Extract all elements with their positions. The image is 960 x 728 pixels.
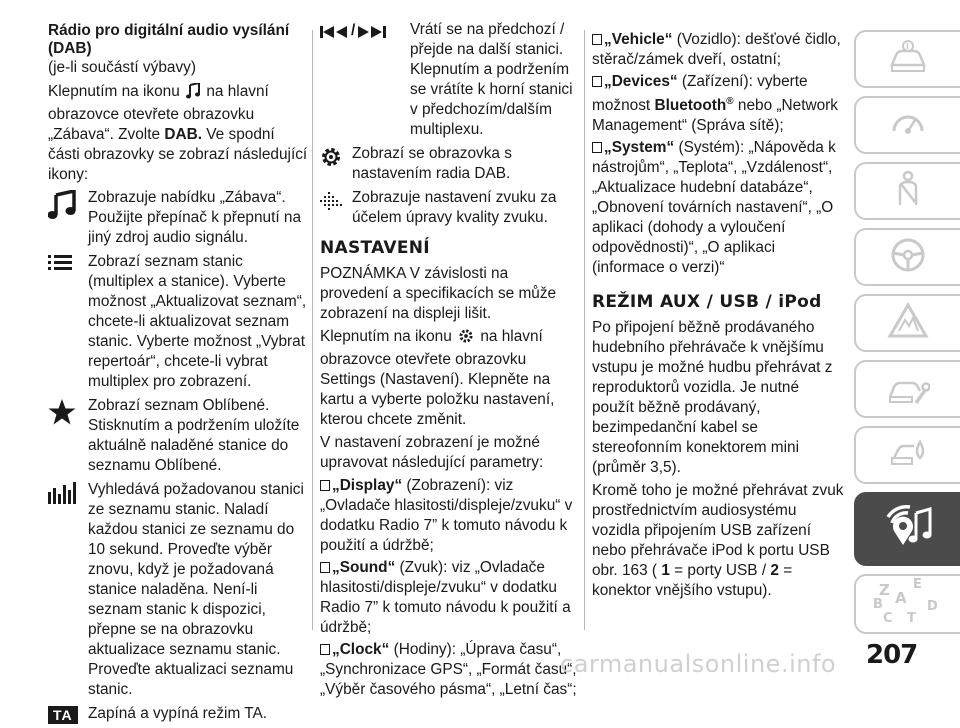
chapter-tab-multimedia[interactable] bbox=[854, 492, 960, 566]
item-text: Zobrazuje nastavení zvuku za účelem úpravy kvality zvuku. bbox=[352, 189, 557, 226]
chapter-tab-maintenance[interactable] bbox=[854, 360, 960, 418]
item-text: Zobrazí seznam Oblíbené. Stisknutím a podržením uložíte aktuálně naladěné stanice do seznamu Oblíbené. bbox=[88, 397, 300, 474]
index-letter: E bbox=[913, 577, 922, 592]
entry-label: „Clock“ bbox=[332, 641, 390, 658]
bullet-box-icon bbox=[320, 562, 330, 573]
svg-text:i: i bbox=[906, 41, 909, 51]
p2-text-c: = konektor vnějšího vstupu). bbox=[592, 562, 793, 600]
settings-paragraph bbox=[320, 327, 578, 430]
gear-icon bbox=[458, 328, 474, 350]
column-aux-usb bbox=[592, 30, 844, 604]
parameters-paragraph: V nastavení zobrazení je možné upravovat následující parametry: bbox=[320, 434, 544, 471]
dab-icon-item bbox=[320, 12, 578, 140]
music-note-icon bbox=[186, 83, 200, 105]
item-text: Zobrazuje nabídku „Zábava“. Použijte přepínač k přepnutí na jiný zdroj audio signálu. bbox=[88, 189, 302, 246]
entry-label: „Sound“ bbox=[332, 559, 396, 576]
ta-icon: TA bbox=[48, 706, 78, 724]
entry-label: „Devices“ bbox=[604, 73, 678, 90]
index-letter: A bbox=[895, 589, 907, 607]
seatbelt-safety-icon bbox=[888, 169, 928, 214]
usb-paragraph bbox=[592, 481, 844, 601]
dashboard-icon bbox=[888, 107, 928, 144]
aux-paragraph: Po připojení běžně prodávaného hudebního přehrávače k vnějšímu vstupu je možné hudbu přehrávat z reproduktorů vozidla. Je nutné použít běžně prodávaný, bezimpedanční kabel se stereofonním konektorem mini (průměr 3,5). bbox=[592, 319, 833, 477]
item-text: Vrátí se na předchozí / přejde na další stanici. Klepnutím a podržením se vrátíte k horní stanici v předchozím/dalším multiplexu. bbox=[410, 21, 573, 138]
index-letter: C bbox=[883, 611, 893, 626]
chapter-tab-specs[interactable] bbox=[854, 426, 960, 484]
warning-triangle-icon bbox=[887, 302, 929, 345]
entry-text: (Vozidlo): dešťové čidlo, stěrač/zámek dveří, ostatní; bbox=[592, 31, 841, 68]
dab-icon-item bbox=[48, 704, 310, 724]
setting-entry-display bbox=[320, 476, 578, 556]
entry-text-a: (Zařízení): vyberte možnost bbox=[592, 73, 808, 115]
music-note-icon bbox=[48, 190, 76, 226]
item-text: Zapíná a vypíná režim TA. bbox=[88, 705, 268, 722]
list-icon bbox=[48, 254, 72, 276]
ref-number-1: 1 bbox=[661, 562, 670, 580]
wrench-car-icon bbox=[886, 369, 930, 410]
gear-icon bbox=[320, 146, 342, 174]
entry-text: (Systém): „Nápověda k nástrojům“, „Teplota“, „Vzdálenost“, „Aktualizace hudební databáze“, „Obnovení továrních nastavení“, „O aplikaci (dohody a vyloučení odpovědnosti)“, „O aplikaci (informace o verzi)“ bbox=[592, 139, 836, 277]
index-letter: T bbox=[907, 611, 916, 626]
chapter-tab-emergency[interactable] bbox=[854, 294, 960, 352]
column-divider bbox=[312, 30, 313, 630]
p1-text-a: Klepnutím na ikonu bbox=[320, 328, 452, 345]
dab-icon-item bbox=[320, 144, 578, 184]
heading-settings: NASTAVENÍ bbox=[320, 238, 430, 258]
heading-aux-usb-ipod: REŽIM AUX / USB / iPod bbox=[592, 292, 822, 313]
next-station-icon bbox=[358, 24, 386, 44]
nav-slash: / bbox=[351, 22, 356, 39]
column-dab bbox=[48, 22, 310, 728]
intro-paragraph bbox=[48, 82, 310, 185]
entry-text: (Hodiny): „Úprava času“, „Synchronizace GPS“, „Formát času“, „Výběr časového pásma“, „Letní čas“; bbox=[320, 641, 577, 698]
bluetooth-label: Bluetooth bbox=[654, 97, 727, 115]
index-letter: B bbox=[873, 597, 883, 612]
dab-label: DAB. bbox=[164, 126, 202, 143]
setting-entry-clock bbox=[320, 640, 578, 700]
note-paragraph: POZNÁMKA V závislosti na provedení a specifikacích se může zobrazení na displeji lišit. bbox=[320, 265, 557, 322]
dab-icon-item bbox=[320, 188, 578, 228]
entry-text-b: nebo „Network Management“ (Správa sítě); bbox=[592, 97, 839, 135]
previous-station-icon bbox=[320, 24, 348, 44]
steering-wheel-icon bbox=[888, 235, 928, 280]
ref-number-2: 2 bbox=[770, 562, 779, 580]
index-letters-icon bbox=[873, 579, 943, 629]
bullet-box-icon bbox=[592, 34, 602, 45]
p1-text-b: na hlavní obrazovce otevřete obrazovku Settings (Nastavení). Klepněte na kartu a vyberte položku nastavení, kterou chcete změnit. bbox=[320, 328, 555, 428]
p2-text-a: Kromě toho je možné přehrávat zvuk prostřednictvím audiosystému vozidla připojením USB zařízení nebo přehrávače iPod k portu USB obr. 163 ( bbox=[592, 482, 844, 580]
bullet-box-icon bbox=[320, 644, 330, 655]
chapter-tab-starting[interactable] bbox=[854, 228, 960, 286]
dab-icon-item bbox=[48, 252, 310, 392]
setting-entry-system bbox=[592, 138, 844, 278]
watermark: carmanualsonline.info bbox=[560, 650, 837, 678]
intro-text-a: Klepnutím na ikonu bbox=[48, 83, 180, 100]
page-number: 207 bbox=[866, 640, 918, 670]
intro-text-c: Ve spodní části obrazovky se zobrazí následující ikony: bbox=[48, 126, 308, 183]
setting-entry-devices bbox=[592, 72, 844, 136]
column-divider bbox=[584, 30, 585, 630]
item-text: Zobrazí se obrazovka s nastavením radia DAB. bbox=[352, 145, 512, 182]
p2-text-b: = porty USB / bbox=[674, 562, 767, 580]
index-letter: D bbox=[927, 599, 938, 614]
intro-text-b: na hlavní obrazovce otevřete obrazovku „Zábava“. Zvolte bbox=[48, 83, 269, 143]
setting-entry-vehicle bbox=[592, 30, 844, 70]
scan-icon bbox=[48, 482, 76, 510]
chapter-tab-index[interactable] bbox=[854, 574, 960, 634]
car-info-icon bbox=[888, 39, 928, 80]
chapter-tab-safety[interactable] bbox=[854, 162, 960, 220]
entry-label: „Display“ bbox=[332, 477, 403, 494]
specs-drop-icon bbox=[886, 434, 930, 477]
entry-text: (Zobrazení): viz „Ovladače hlasitosti/displeje/zvuku“ v dodatku Radio 7” k tomuto návodu k použití a údržbě; bbox=[320, 477, 573, 554]
bullet-box-icon bbox=[592, 142, 602, 153]
entry-label: „Vehicle“ bbox=[604, 31, 673, 48]
item-text: Zobrazí seznam stanic (multiplex a stanice). Vyberte možnost „Aktualizovat seznam“, chcete-li aktualizovat seznam stanic. Vyberte možnost „Vybrat repertoár“, chcete-li vybrat multiplex pro zobrazení. bbox=[88, 253, 307, 390]
index-letter: Z bbox=[879, 581, 890, 599]
chapter-tab-car-info[interactable] bbox=[854, 30, 960, 88]
setting-entry-sound bbox=[320, 558, 578, 638]
star-icon bbox=[48, 398, 76, 432]
dab-icon-item bbox=[48, 188, 310, 248]
bullet-box-icon bbox=[320, 480, 330, 491]
item-text: Vyhledává požadovanou stanici ze seznamu stanic. Naladí každou stanici ze seznamu do 10 sekund. Proveďte výběr znovu, když je požadovaná stanice naladěna. Není-li seznam stanic k dispozici, přepne se na obrazovku aktualizace seznamu stanic. Proveďte aktualizaci seznamu stanic. bbox=[88, 481, 304, 698]
section-title-dab: Rádio pro digitální audio vysílání (DAB) bbox=[48, 22, 290, 57]
column-settings bbox=[320, 22, 578, 702]
entry-label: „System“ bbox=[604, 139, 675, 157]
chapter-tab-dashboard[interactable] bbox=[854, 96, 960, 154]
dab-icon-item bbox=[48, 396, 310, 476]
dab-icon-item bbox=[48, 480, 310, 700]
equalizer-icon bbox=[320, 190, 342, 218]
registered-mark: ® bbox=[726, 96, 734, 107]
multimedia-icon bbox=[880, 501, 936, 558]
section-subtitle: (je-li součástí výbavy) bbox=[48, 59, 196, 76]
bullet-box-icon bbox=[592, 76, 602, 87]
entry-text: (Zvuk): viz „Ovladače hlasitosti/displeje/zvuku“ v dodatku Radio 7” k tomuto návodu k použití a údržbě; bbox=[320, 559, 571, 636]
